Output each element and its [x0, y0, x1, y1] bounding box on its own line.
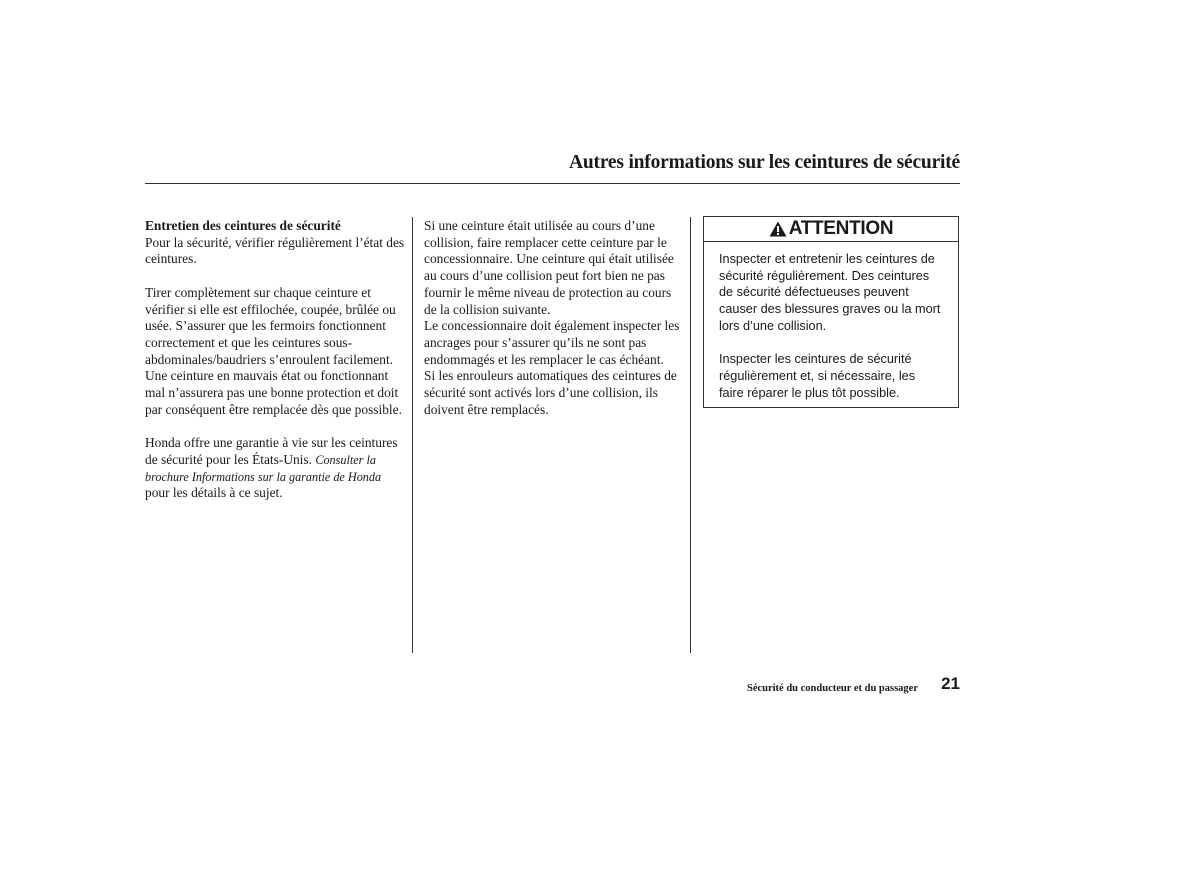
footer-section-label: Sécurité du conducteur et du passager — [746, 683, 918, 694]
warning-paragraph-2: Inspecter les ceintures de sécurité régulièrement et, si nécessaire, les faire réparer le plus tôt possible. — [719, 352, 916, 400]
inspection-paragraph: Tirer complètement sur chaque ceinture et vérifier si elle est effilochée, coupée, brûlée ou usée. S’assurer que les fermoirs fonctionnent correctement et que les ceintures sous-abdominales/baudriers s’enroulent facilement. Une ceinture en mauvais état ou fonctionnant mal n’assurera pas une bonne protection et doit par conséquent être remplacée dès que possible. — [145, 284, 402, 417]
section-heading: Entretien des ceintures de sécurité — [145, 218, 341, 233]
page-title: Autres informations sur les ceintures de sécurité — [569, 152, 960, 173]
warning-paragraph-1: Inspecter et entretenir les ceintures de sécurité régulièrement. Des ceintures de sécurité défectueuses peuvent causer des blessures graves ou la mort lors d’une collision. — [719, 252, 941, 333]
collision-paragraph: Si une ceinture était utilisée au cours d’une collision, faire remplacer cette ceinture par le concessionnaire. Une ceinture qui était utilisée au cours d’une collision peut fort bien ne pas fournir le même niveau de protection au cours de la collision suivante. — [424, 218, 674, 317]
header-rule — [145, 183, 960, 184]
warranty-text: Honda offre une garantie à vie sur les ceintures de sécurité pour les États-Unis. — [145, 435, 398, 467]
retractors-paragraph: Si les enrouleurs automatiques des ceintures de sécurité sont activés lors d’une collision, ils doivent être remplacés. — [424, 368, 677, 417]
warranty-brochure-reference: Consulter la brochure Informations sur la garantie de Honda — [145, 452, 382, 484]
warning-body — [704, 242, 958, 401]
column-2 — [424, 218, 686, 418]
warranty-text-end: pour les détails à ce sujet. — [145, 485, 283, 501]
intro-paragraph: Pour la sécurité, vérifier régulièrement l’état des ceintures. — [145, 234, 405, 267]
warranty-paragraph — [145, 435, 407, 502]
page-number: 21 — [941, 674, 960, 693]
column-divider-1 — [412, 217, 413, 653]
column-divider-2 — [690, 217, 691, 653]
warning-triangle-icon — [769, 221, 787, 237]
anchors-paragraph: Le concessionnaire doit également inspecter les ancrages pour s’assurer qu’ils ne sont pas endommagés et les remplacer le cas échéant. — [424, 318, 680, 367]
warning-header — [704, 217, 958, 242]
warning-label: ATTENTION — [788, 218, 894, 239]
column-1 — [145, 218, 407, 502]
warning-box — [703, 216, 959, 408]
